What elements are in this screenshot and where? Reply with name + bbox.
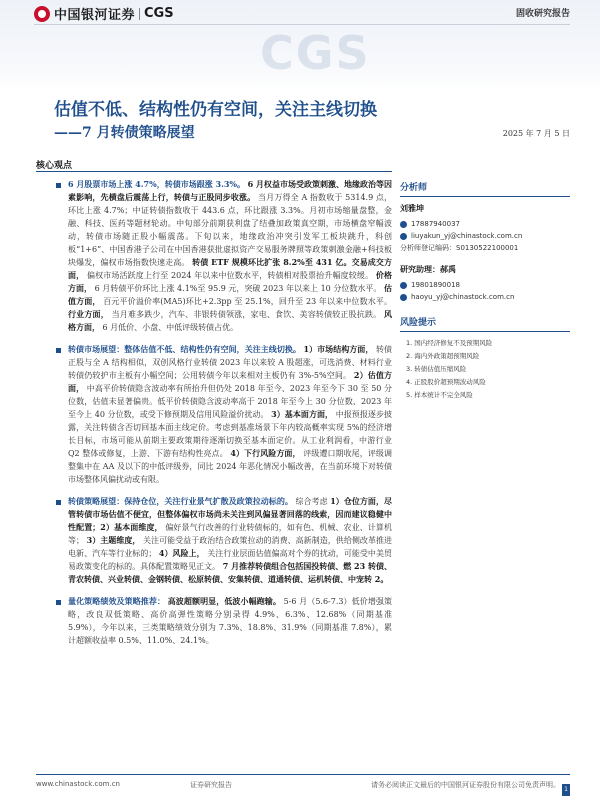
- risk-section: [400, 313, 570, 402]
- risk-item: 5. 样本统计不完全风险: [406, 391, 473, 399]
- phone-icon: [400, 282, 407, 289]
- core-view-rule: [36, 171, 392, 172]
- footer-disclaimer: 请务必阅读正文最后的中国银河证券股份有限公司免责声明。: [371, 781, 560, 789]
- risk-item: 2. 海内外政策超预期风险: [406, 352, 480, 360]
- assistant-phone: [400, 279, 570, 291]
- sidebar-rule: [400, 331, 570, 332]
- para-text: 百元平价溢价率(MA5)环比+2.3pp 至 25.1%，回升至 23 年以来中位数水平。: [103, 297, 393, 306]
- footer-rule: [36, 774, 570, 775]
- assistant-email-value[interactable]: haoyu_yj@chinastock.com.cn: [411, 293, 515, 301]
- risk-item: 3. 转债估值压缩风险: [406, 365, 467, 373]
- analyst-email[interactable]: [400, 230, 570, 242]
- para-text: 中高平价转债隐含波动率有所抬升但仍处 2018 年至今、2023 年至今下 30 至 50 分位数，估值未显著偏贵。低平价转债隐含波动率高于 2018 年至今上 30 分位数、2023 年至今上 40 分位数，或受下修预期及信用风险溢价扰动。: [68, 384, 392, 419]
- registration-number: S0130522100001: [456, 244, 519, 252]
- para-text: 当月万得全 A 指数收于 5314.9 点，环比上涨 4.7%；中证转债指数收于 443.6 点，环比跟涨 3.3%。月初市场缩量盘整，金融、科技、医药等题材轮动。中旬部分前期获利盘了结叠加政策真空期，市场横盘窄幅波动，转债市场随正股小幅震荡。下旬以来，地缘政治冲突引发军工板块跳升，科创板“1+6”、中国香港子公司在中国香港获批虚拟资产交易服务牌照等政策刺激金融+科技板块爆发，偏权市场指数快速走高。: [68, 193, 392, 267]
- paragraph-quant-strategy: [36, 595, 392, 647]
- para-emphasis: 4）风险上，: [158, 548, 205, 558]
- analyst-registration: [400, 242, 570, 254]
- para-text: 关注可能受益于政治结合政策拉动的消费、高新制造，供给侧改革推进电新、汽车等行业标的；: [68, 536, 393, 558]
- para-emphasis: 行业方面，: [68, 309, 109, 319]
- analyst-heading: 分析师: [400, 183, 428, 193]
- header-rule: [34, 24, 570, 25]
- cgs-logo-icon: [34, 6, 50, 22]
- para-emphasis: 转债 ETF 规模环比扩张 8.2%至 431 亿。交易成交方面，: [68, 257, 392, 280]
- email-icon: [400, 233, 407, 240]
- para-text: 偏好景气行改善的行业转债标的，如有色、机械、农业、计算机等；: [68, 523, 393, 545]
- assistant-name: 研究助理：郝禹: [400, 265, 456, 274]
- para-emphasis: 3）基本面方面，: [271, 409, 334, 419]
- page-number: 1: [562, 784, 570, 796]
- para-text: 评级遭口期收尾，评级调整集中在 AA 及以下的中低评级券，同比 2024 年恶化情况小幅改善，在当前环境下对转债市场整体风偏扰动或有限。: [68, 449, 392, 484]
- risk-item: 4. 正股股价超预期波动风险: [406, 378, 486, 386]
- phone-icon: [400, 221, 407, 228]
- assistant-phone-value: 19801890018: [411, 281, 460, 289]
- para-emphasis: 1）仓位方面，尽管转债市场估值不便宜，但整体偏权市场尚未关注到风偏显著回落的线索，因而建议稳健中性配置；2）基本面维度，: [68, 496, 392, 532]
- core-view-heading: 核心观点: [36, 161, 73, 171]
- para-emphasis: 估值方面，: [68, 283, 393, 306]
- para-text: 关注行业层面估值偏高对个券的扰动，可能受中美贸易政策变化的标的。具体配置策略见正文。: [68, 549, 392, 571]
- para-lead: 转债市场展望：整体估值不低、结构性仍有空间，关注主线切换。: [68, 344, 301, 354]
- para-text: 6 月低价、小盘、中低评级转债占优。: [102, 323, 239, 332]
- square-bullet-icon: [56, 348, 61, 353]
- para-text: 转债正股与全 A 结构相似，双创风格行业转债 2023 年以来较 A 股超涨，可选消费、材料行业转债仍较护市主板有小幅空间；公用转债今年以来相对主板仍有 3%-5%空间。: [68, 345, 392, 380]
- square-bullet-icon: [56, 500, 61, 505]
- page-header: [0, 0, 600, 92]
- watermark: CGS: [260, 26, 371, 80]
- square-bullet-icon: [56, 600, 61, 605]
- para-emphasis: 风格方面，: [68, 309, 393, 332]
- assistant-email[interactable]: [400, 291, 570, 303]
- analyst-phone-value: 17887940037: [411, 220, 460, 228]
- logo-divider: [139, 8, 140, 20]
- risk-heading: 风险提示: [400, 318, 437, 328]
- paragraph-market-outlook: [36, 343, 392, 486]
- paragraph-market-review: [36, 178, 392, 334]
- sidebar-rule: [400, 196, 570, 197]
- para-text: 综合考虑: [295, 497, 328, 506]
- cgs-logo: [34, 4, 174, 23]
- para-text: 偏权市场活跃度上行至 2024 年以来中位数水平，转债相对股票抬升幅度较缓。: [86, 271, 374, 280]
- report-title: 估值不低、结构性仍有空间，关注主线切换: [54, 100, 377, 120]
- analyst-phone: [400, 218, 570, 230]
- report-type: 固收研究报告: [515, 9, 570, 19]
- para-lead: 6 月股票市场上涨 4.7%，转债市场跟涨 3.3%。: [68, 179, 246, 189]
- report-date: 2025 年 7 月 5 日: [502, 129, 570, 138]
- risk-item: 1. 国内经济修复不及预期风险: [406, 339, 493, 347]
- report-subtitle: ——7 月转债策略展望: [54, 125, 195, 141]
- para-emphasis: 1）市场结构方面，: [303, 344, 374, 354]
- analyst-email-value[interactable]: liuyakun_yj@chinastock.com.cn: [411, 232, 523, 240]
- para-lead: 转债策略展望：保持仓位，关注行业景气扩散及政策拉动标的。: [68, 496, 293, 506]
- email-icon: [400, 294, 407, 301]
- para-text: 6 月转债平价环比上涨 4.1%至 95.9 元，突破 2023 年以来上 10 分位数水平。: [94, 284, 382, 293]
- para-text: 5-6 月（5.6-7.3）低价增强策略，改良双低策略、高价高弹性策略分别录得 4.9%、6.3%、12.68%（同期基准 5.9%），今年以来，三类策略绩效分别为 7.3%、18.8%、31.9%（同期基准 7.8%），累计超额收益率 0.5%、11.0%、24.1%。: [68, 597, 393, 645]
- para-emphasis: 4）下行风险方面，: [230, 448, 301, 458]
- logo-text-en: CGS: [144, 6, 174, 21]
- analyst-name: 刘雅坤: [400, 204, 424, 213]
- footer-label: 证券研究报告: [190, 781, 232, 789]
- core-view-body: [36, 178, 392, 656]
- logo-text-cn: 中国银河证券: [54, 8, 136, 23]
- para-emphasis: 2）估值方面，: [68, 370, 392, 393]
- para-emphasis: 高波超额明显，低波小幅跑输。: [167, 596, 281, 606]
- sidebar: [400, 178, 570, 402]
- paragraph-strategy-outlook: [36, 495, 392, 586]
- para-text: 当月难多跌少，汽车、非银转债领涨，家电、食饮、美容转债较正股抗跌。: [111, 310, 382, 319]
- para-emphasis: 价格方面，: [68, 270, 392, 293]
- registration-label: 分析师登记编码：: [400, 244, 456, 252]
- para-emphasis: 3）主题维度，: [86, 535, 141, 545]
- square-bullet-icon: [56, 183, 61, 188]
- footer-url[interactable]: www.chinastock.com.cn: [36, 780, 120, 788]
- para-emphasis: 7 月推荐转债组合包括国投转债、燃 23 转债、青农转债、兴业转债、金钢转债、松原转债、安集转债、道通转债、运机转债、中宠转 2。: [68, 561, 392, 584]
- para-lead: 量化策略绩效及策略推荐：: [68, 596, 166, 606]
- para-emphasis: 6 月权益市场受政策刺激、地缘政治等因素影响，先横盘后震荡上行，转债与正股同步收涨。: [68, 179, 392, 202]
- para-text: 中报预报逐步披露，关注转债含否切回基本面主线定价。考虑到基准场景下年内较高概率实现 5%的经济增长目标，市场可能从前期主要政策期待逐渐切换至基本面定价。从工业利润看，中游行业 Q2 整体或修复，上游、下游有结构性亮点。: [68, 410, 392, 458]
